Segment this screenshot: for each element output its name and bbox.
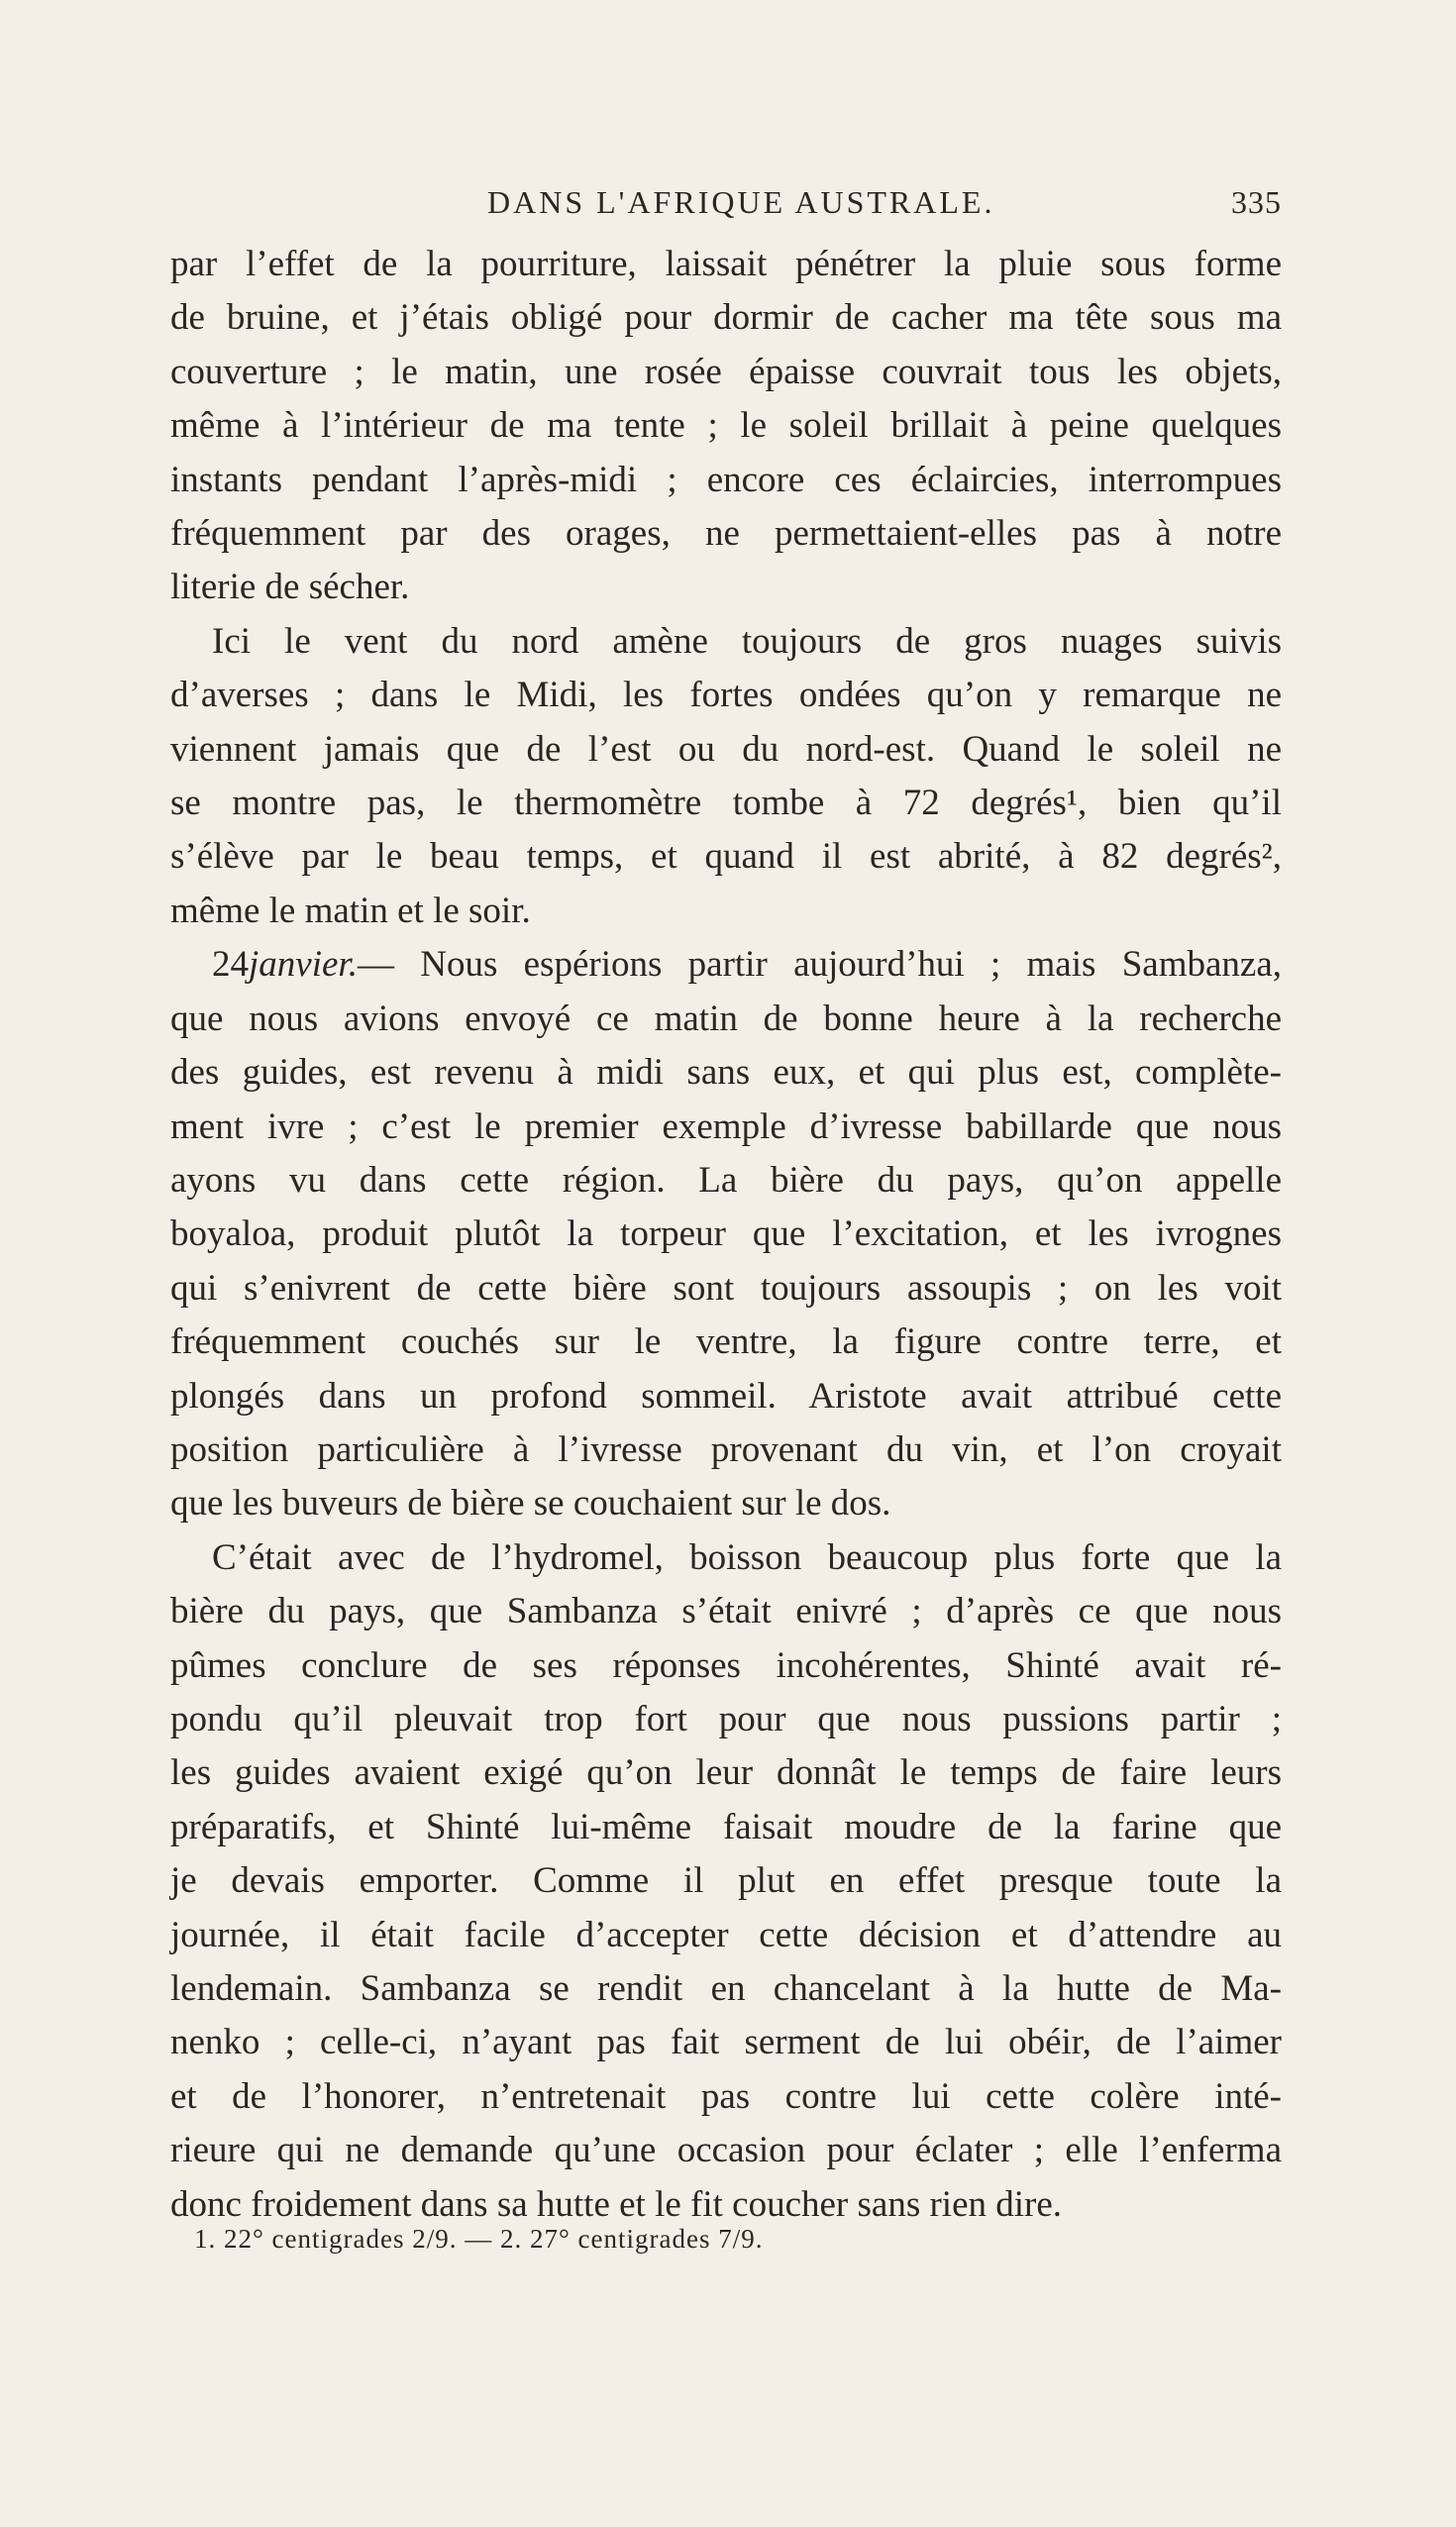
date-month: janvier. — [249, 944, 358, 986]
footnotes: 1. 22° centigrades 2/9. — 2. 27° centigrades 7/9. — [194, 2224, 764, 2254]
text-line: journée, il était facile d’accepter cette décision et d’attendre au — [170, 1914, 1282, 1955]
text-line: les guides avaient exigé qu’on leur donnât le temps de faire leurs — [170, 1752, 1282, 1794]
text-line: plongés dans un profond sommeil. Aristote avait attribué cette — [170, 1375, 1282, 1417]
text-line: literie de sécher. — [170, 567, 410, 608]
text-line: je devais emporter. Comme il plut en effet presque toute la — [170, 1860, 1282, 1902]
text-span: — Nous espérions partir aujourd’hui ; mais Sambanza, — [357, 944, 1282, 986]
date-number: 24 — [212, 944, 249, 986]
paragraph — [170, 238, 1282, 615]
text-line: que les buveurs de bière se couchaient sur le dos. — [170, 1483, 891, 1525]
text-line: préparatifs, et Shinté lui-même faisait moudre de la farine que — [170, 1806, 1282, 1847]
text-line: même le matin et le soir. — [170, 890, 531, 931]
text-line: d’averses ; dans le Midi, les fortes ondées qu’on y remarque ne — [170, 675, 1282, 716]
text-line: même à l’intérieur de ma tente ; le soleil brillait à peine quelques — [170, 405, 1282, 447]
paragraph — [170, 615, 1282, 938]
text-line: lendemain. Sambanza se rendit en chancelant à la hutte de Ma- — [170, 1968, 1282, 2009]
text-line: et de l’honorer, n’entretenait pas contre lui cette colère inté- — [170, 2075, 1282, 2117]
body-text — [170, 238, 1282, 2232]
text-line: s’élève par le beau temps, et quand il est abrité, à 82 degrés², — [170, 836, 1282, 878]
dated-entry-line — [170, 938, 1282, 992]
text-line: boyaloa, produit plutôt la torpeur que l’excitation, et les ivrognes — [170, 1213, 1282, 1255]
text-line: fréquemment couchés sur le ventre, la figure contre terre, et — [170, 1321, 1282, 1363]
page-header — [170, 176, 1282, 226]
text-line: pûmes conclure de ses réponses incohérentes, Shinté avait ré- — [170, 1644, 1282, 1686]
text-line: qui s’enivrent de cette bière sont toujours assoupis ; on les voit — [170, 1267, 1282, 1309]
text-line: de bruine, et j’étais obligé pour dormir de cacher ma tête sous ma — [170, 297, 1282, 339]
running-title: DANS L'AFRIQUE AUSTRALE. — [487, 184, 995, 220]
text-line: se montre pas, le thermomètre tombe à 72 degrés¹, bien qu’il — [170, 783, 1282, 824]
text-line: nenko ; celle-ci, n’ayant pas fait serment de lui obéir, de l’aimer — [170, 2022, 1282, 2063]
paragraph — [170, 938, 1282, 1530]
text-line: pondu qu’il pleuvait trop fort pour que nous pussions partir ; — [170, 1698, 1282, 1739]
text-line: que nous avions envoyé ce matin de bonne heure à la recherche — [170, 998, 1282, 1039]
text-line: Ici le vent du nord amène toujours de gros nuages suivis — [212, 620, 1282, 662]
text-line: couverture ; le matin, une rosée épaisse couvrait tous les objets, — [170, 351, 1282, 392]
text-line: instants pendant l’après-midi ; encore ces éclaircies, interrompues — [170, 459, 1282, 500]
text-line: par l’effet de la pourriture, laissait pénétrer la pluie sous forme — [170, 244, 1282, 284]
page-number: 335 — [1231, 184, 1282, 220]
paragraph — [170, 1531, 1282, 2232]
text-line: donc froidement dans sa hutte et le fit coucher sans rien dire. — [170, 2183, 1063, 2225]
text-line: C’était avec de l’hydromel, boisson beaucoup plus forte que la — [212, 1536, 1282, 1578]
text-line: des guides, est revenu à midi sans eux, et qui plus est, complète- — [170, 1052, 1282, 1094]
text-line: position particulière à l’ivresse provenant du vin, et l’on croyait — [170, 1428, 1282, 1470]
text-line: ayons vu dans cette région. La bière du pays, qu’on appelle — [170, 1159, 1282, 1201]
text-line: rieure qui ne demande qu’une occasion pour éclater ; elle l’enferma — [170, 2130, 1282, 2171]
text-line: bière du pays, que Sambanza s’était enivré ; d’après ce que nous — [170, 1591, 1282, 1632]
text-line: viennent jamais que de l’est ou du nord-est. Quand le soleil ne — [170, 728, 1282, 770]
text-line: ment ivre ; c’est le premier exemple d’ivresse babillarde que nous — [170, 1106, 1282, 1147]
text-line: fréquemment par des orages, ne permettaient-elles pas à notre — [170, 513, 1282, 555]
